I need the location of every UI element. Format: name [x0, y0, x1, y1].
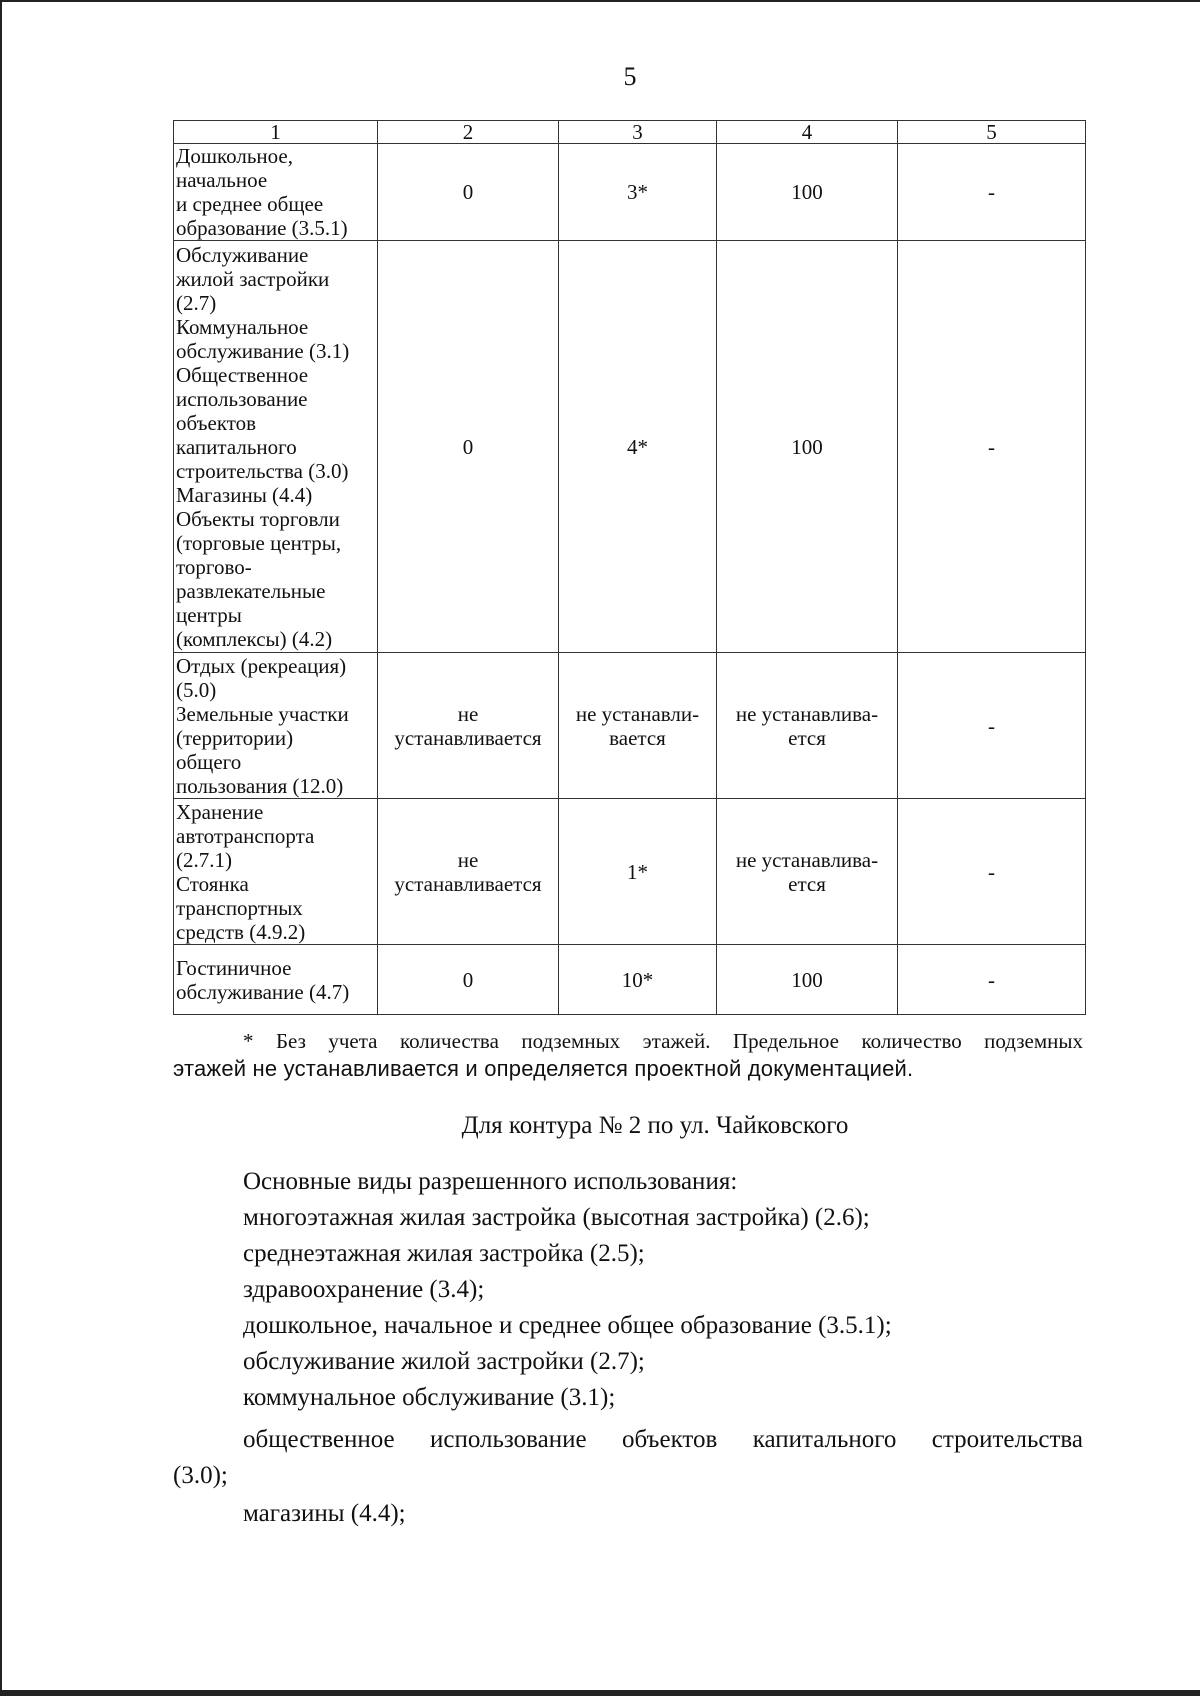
regulations-table	[173, 120, 1086, 1015]
footnote	[173, 1028, 1083, 1082]
value-cell: 10*	[559, 945, 717, 1015]
list-item: коммунальное обслуживание (3.1);	[243, 1384, 616, 1411]
value-cell: 0	[378, 241, 559, 653]
use-type-cell: Гостиничное обслуживание (4.7)	[174, 945, 378, 1015]
value-cell: 100	[717, 241, 898, 653]
scan-border-top	[0, 0, 1200, 2]
value-cell: 100	[717, 945, 898, 1015]
value-cell: 3*	[559, 144, 717, 241]
scan-border-bottom	[0, 1690, 1200, 1696]
table-row	[174, 799, 1086, 945]
use-type-cell: Хранение автотранспорта (2.7.1) Стоянка транспортных средств (4.9.2)	[174, 799, 378, 945]
footnote-line: * Без учета количества подземных этажей. Предельное количество подземных	[243, 1029, 1083, 1053]
value-cell: 1*	[559, 799, 717, 945]
header-cell: 3	[559, 121, 717, 144]
value-cell: не устанавливается	[378, 653, 559, 799]
value-cell: 0	[378, 945, 559, 1015]
section-title: Для контура № 2 по ул. Чайковского	[461, 1112, 849, 1139]
list-item: здравоохранение (3.4);	[243, 1276, 485, 1303]
value-cell: 100	[717, 144, 898, 241]
table-row	[174, 653, 1086, 799]
table-row	[174, 945, 1086, 1015]
value-cell: -	[898, 799, 1086, 945]
use-type-cell: Отдых (рекреация) (5.0) Земельные участки (территории) общего пользования (12.0)	[174, 653, 378, 799]
value-cell: 0	[378, 144, 559, 241]
value-cell: не устанавливается	[378, 799, 559, 945]
value-cell: не устанавлива- ется	[717, 799, 898, 945]
table-row	[174, 241, 1086, 653]
header-cell: 1	[174, 121, 378, 144]
value-cell: -	[898, 241, 1086, 653]
list-heading: Основные виды разрешенного использования:	[243, 1168, 738, 1195]
value-cell: 4*	[559, 241, 717, 653]
list-item: среднеэтажная жилая застройка (2.5);	[243, 1240, 645, 1267]
list-item: многоэтажная жилая застройка (высотная застройка) (2.6);	[243, 1204, 870, 1231]
page-number: 5	[623, 62, 637, 91]
use-type-cell: Обслуживание жилой застройки (2.7) Коммунальное обслуживание (3.1) Общественное использование объектов капитального строительства (3.0) Магазины (4.4) Объекты торговли (торговые центры, торгово- развлекательные центры (комплексы) (4.2)	[174, 241, 378, 653]
header-cell: 2	[378, 121, 559, 144]
list-item: обслуживание жилой застройки (2.7);	[243, 1348, 645, 1375]
value-cell: не устанавлива- ется	[717, 653, 898, 799]
value-cell: -	[898, 945, 1086, 1015]
value-cell: не устанавли- вается	[559, 653, 717, 799]
header-cell: 5	[898, 121, 1086, 144]
table-row	[174, 144, 1086, 241]
footnote-line: этажей не устанавливается и определяется проектной документацией.	[173, 1056, 914, 1081]
list-item-continuation: (3.0);	[173, 1462, 228, 1489]
list-item: дошкольное, начальное и среднее общее образование (3.5.1);	[243, 1312, 892, 1339]
header-cell: 4	[717, 121, 898, 144]
table-header-row	[174, 121, 1086, 144]
scan-border-left	[0, 0, 2, 1696]
value-cell: -	[898, 653, 1086, 799]
list-item: магазины (4.4);	[243, 1500, 406, 1527]
use-type-cell: Дошкольное, начальное и среднее общее образование (3.5.1)	[174, 144, 378, 241]
value-cell: -	[898, 144, 1086, 241]
list-item: общественное использование объектов капитального строительства	[243, 1426, 1083, 1453]
